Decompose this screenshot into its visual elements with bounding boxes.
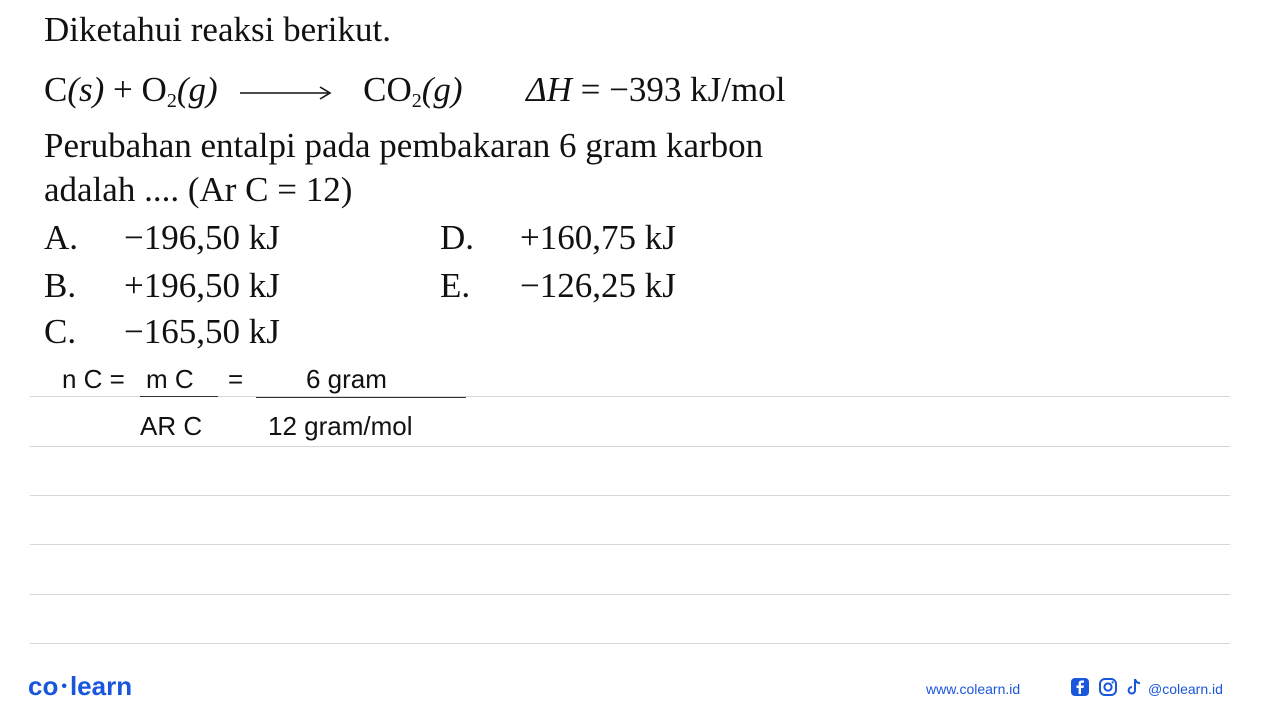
oxygen-state: (g) — [176, 70, 218, 109]
option-b[interactable] — [44, 266, 280, 306]
delta-h-value: = −393 kJ/mol — [580, 70, 786, 109]
oxygen-subscript: 2 — [166, 90, 177, 112]
work-lhs: n C = — [62, 364, 125, 394]
option-value: −126,25 kJ — [520, 266, 676, 305]
fraction-bar — [140, 396, 218, 397]
rule-line — [30, 495, 1230, 496]
option-a[interactable] — [44, 218, 280, 258]
option-label: D. — [440, 218, 475, 257]
option-label: E. — [440, 266, 471, 305]
colearn-logo — [28, 671, 132, 702]
rule-line — [30, 594, 1230, 595]
product-subscript: 2 — [411, 90, 422, 112]
plus-sign: + — [113, 70, 133, 109]
question-text-line2: adalah .... (Ar C = 12) — [44, 170, 353, 209]
facebook-icon[interactable] — [1070, 677, 1090, 697]
product-co2: CO — [363, 70, 412, 109]
option-label: A. — [44, 218, 79, 257]
work-numerator-1: m C — [146, 364, 194, 394]
instagram-icon[interactable] — [1098, 677, 1118, 697]
option-value: −165,50 kJ — [124, 312, 280, 351]
reaction-equation — [44, 70, 785, 113]
logo-dot-icon: • — [61, 678, 67, 695]
carbon-state: (s) — [67, 70, 105, 109]
logo-left: co — [28, 671, 59, 701]
fraction-bar — [256, 397, 466, 398]
option-value: −196,50 kJ — [124, 218, 280, 257]
tiktok-icon[interactable] — [1124, 677, 1144, 697]
rule-line — [30, 446, 1230, 447]
product-state: (g) — [421, 70, 463, 109]
option-label: B. — [44, 266, 77, 305]
option-c[interactable] — [44, 312, 280, 352]
question-text-line1: Perubahan entalpi pada pembakaran 6 gram karbon — [44, 126, 764, 165]
option-e[interactable] — [440, 266, 676, 306]
option-value: +160,75 kJ — [520, 218, 676, 257]
logo-right: learn — [69, 671, 133, 701]
work-denominator-1: AR C — [140, 411, 203, 441]
reaction-arrow-icon — [240, 86, 332, 100]
reactant-carbon: C — [44, 70, 68, 109]
delta-h-symbol: ΔH — [526, 70, 572, 109]
work-numerator-2: 6 gram — [306, 364, 387, 394]
reactant-oxygen: O — [141, 70, 167, 109]
question-title: Diketahui reaksi berikut. — [44, 10, 391, 49]
rule-line — [30, 544, 1230, 545]
website-link[interactable]: www.colearn.id — [926, 681, 1021, 697]
social-handle[interactable]: @colearn.id — [1148, 681, 1223, 697]
work-equals: = — [228, 364, 244, 394]
option-label: C. — [44, 312, 77, 351]
option-d[interactable] — [440, 218, 676, 258]
work-denominator-2: 12 gram/mol — [268, 411, 413, 441]
rule-line — [30, 643, 1230, 644]
option-value: +196,50 kJ — [124, 266, 280, 305]
